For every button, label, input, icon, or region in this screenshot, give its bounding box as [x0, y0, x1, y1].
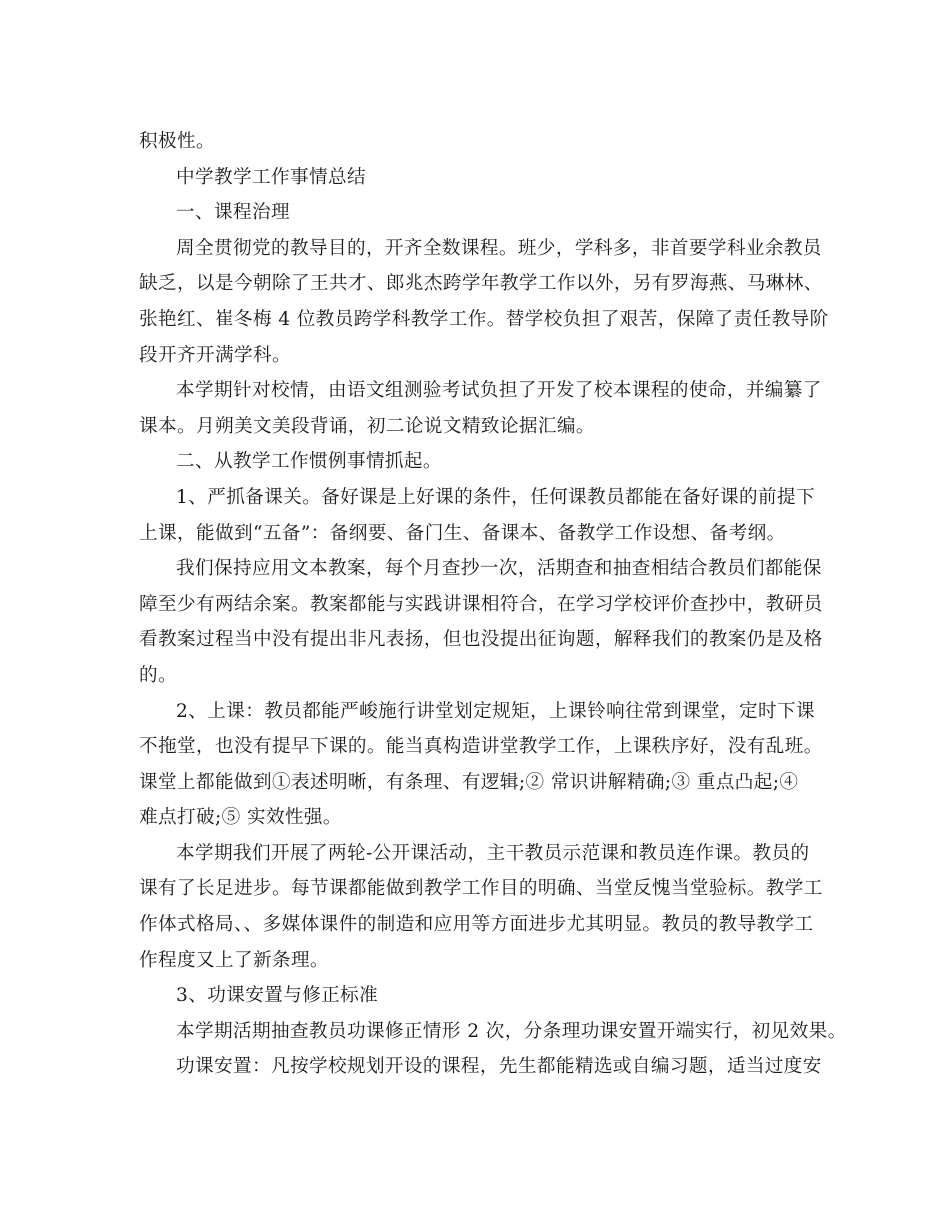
text-line: 不拖堂，也没有提早下课的。能当真构造讲堂教学工作，上课秩序好，没有乱班。	[139, 736, 823, 758]
text-line: 我们保持应用文本教案，每个月查抄一次，活期查和抽查相结合教员们都能保	[176, 558, 822, 580]
text-line: 作体式格局、、多媒体课件的制造和应用等方面进步尤其明显。教员的教导教学工	[139, 914, 814, 936]
text-line: 作程度又上了新条理。	[139, 949, 329, 971]
text-line: 本学期我们开展了两轮-公开课活动，主干教员示范课和教员连作课。教员的	[176, 842, 810, 864]
document-body	[139, 124, 847, 1085]
text-line: 中学教学工作事情总结	[176, 166, 366, 188]
text-line: 段开齐开满学科。	[139, 344, 291, 366]
text-line: 本学期针对校情，由语文组测验考试负担了开发了校本课程的使命，并编纂了	[176, 380, 822, 402]
text-line: 积极性。	[139, 131, 215, 152]
text-line: 上课，能做到“五备”：备纲要、备门生、备课本、备教学工作设想、备考纲。	[139, 522, 786, 544]
text-line: 课本。月朔美文美段背诵，初二论说文精致论据汇编。	[139, 415, 595, 437]
text-line: 障至少有两结余案。教案都能与实践讲课相符合，在学习学校评价查抄中，教研员	[139, 593, 823, 615]
text-line: 3、功课安置与修正标准	[176, 985, 379, 1007]
text-line: 一、课程治理	[176, 202, 290, 224]
text-line: 1、严抓备课关。备好课是上好课的条件，任何课教员都能在备好课的前提下	[176, 486, 816, 508]
text-line: 难点打破;⑤ 实效性强。	[139, 807, 342, 829]
text-line: 课有了长足进步。每节课都能做到教学工作目的明确、当堂反愧当堂验标。教学工	[139, 878, 823, 900]
text-line: 二、从教学工作惯例事情抓起。	[176, 451, 442, 473]
text-line: 本学期活期抽查教员功课修正情形 2 次，分条理功课安置开端实行，初见效果。	[176, 1020, 847, 1042]
text-line: 2、上课：教员都能严峻施行讲堂划定规矩，上课铃响往常到课堂，定时下课	[176, 700, 816, 722]
text-line: 看教案过程当中没有提出非凡表扬，但也没提出征询题，解释我们的教案仍是及格	[139, 629, 823, 651]
text-line: 周全贯彻党的教导目的，开齐全数课程。班少，学科多，非首要学科业余教员	[176, 237, 822, 259]
text-line: 缺乏，以是今朝除了王共才、郎兆杰跨学年教学工作以外，另有罗海燕、马琳林、	[139, 273, 823, 295]
text-line: 的。	[139, 664, 177, 686]
text-line: 课堂上都能做到①表述明晰，有条理、有逻辑;② 常识讲解精确;③ 重点凸起;④	[139, 771, 799, 793]
text-line: 功课安置：凡按学校规划开设的课程，先生都能精选或自编习题，适当过度安	[176, 1056, 822, 1078]
text-line: 张艳红、崔冬梅 4 位教员跨学科教学工作。替学校负担了艰苦，保障了责任教导阶	[139, 308, 829, 330]
